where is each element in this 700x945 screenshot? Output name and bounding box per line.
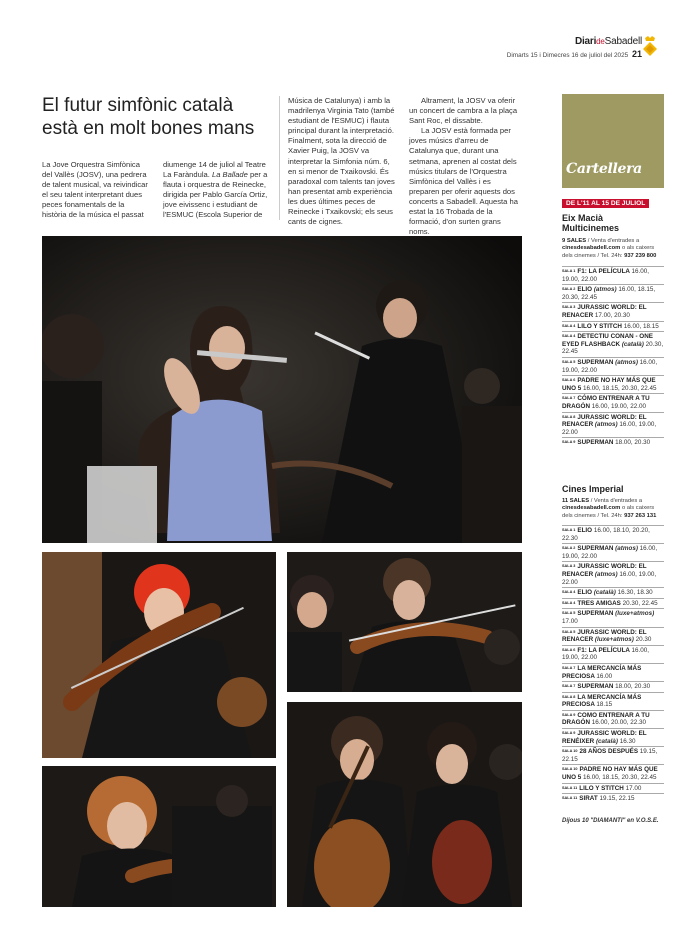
article-headline: El futur simfònic català està en molt bones mans — [42, 95, 255, 139]
film-times: 20.30 — [635, 636, 652, 644]
sala-label: SALA 7 — [562, 665, 576, 670]
film-tag: (atmos) — [594, 570, 620, 578]
film-title: JURASSIC WORLD: EL RENACER — [562, 413, 647, 429]
sala-label: SALA 1 — [562, 269, 576, 273]
film-tag: (català) — [595, 737, 620, 745]
article-column-4: Altrament, la JOSV va oferir un concert de cambra a la plaça Sant Roc, el dissabte. La JOSV està formada per joves músics d'arreu de Catalunya que, durant una setmana, aprenen al costat dels músics titulars de l'Orquestra Simfònica del Vallès i es preparen per oferir aquests dos concerts a Sabadell. Aquesta ha estat la 16 Trobada de la formació, d'on surten grans noms. — [409, 96, 518, 237]
cartellera-title: Cartellera — [566, 161, 642, 177]
sala-label: SALA 4 — [562, 600, 576, 605]
sala-label: SALA 11 — [562, 796, 578, 801]
film-times: 18.15 — [596, 701, 613, 709]
film-times: 17.00 — [625, 784, 642, 792]
film-tag: (català) — [621, 340, 646, 348]
page-number: 21 — [631, 49, 642, 59]
sala-label: SALA 3 — [562, 564, 576, 569]
film-title: F1: LA PELÍCULA — [577, 268, 632, 275]
sala-label: SALA 8 — [562, 694, 576, 699]
film-listing — [562, 284, 664, 302]
film-title: LA MERCANCÍA MÁS PRECIOSA — [562, 693, 642, 709]
film-times: 17.00 — [562, 617, 578, 625]
concert-photo-cellists — [287, 702, 522, 907]
film-listing — [562, 783, 664, 794]
film-times: 17.00, 20.30 — [594, 311, 630, 319]
film-listing — [562, 608, 664, 626]
film-times: 16.00, 18.15, 20.30, 22.45 — [583, 774, 657, 782]
film-times: 16.00, 19.00, 22.00 — [562, 570, 657, 586]
film-times: 16.00, 19.00, 22.00 — [591, 402, 647, 410]
film-tag: (atmos) — [615, 545, 640, 553]
film-times: 16.30, 18.30 — [617, 589, 653, 597]
cartellera-footnote: Dijous 10 "DIAMANTI" en V.O.S.E. — [562, 818, 659, 824]
film-listing — [562, 302, 664, 320]
sala-label: SALA 11 — [562, 785, 578, 790]
film-tag: (atmos) — [594, 421, 620, 429]
sala-label: SALA 2 — [562, 287, 576, 292]
article-column-2: diumenge 14 de juliol al Teatre La Faràndula. La Ballade per a flauta i orquestra de Reinecke, dirigida per Pablo García Ortiz, jove eivissenc i estudiant de l'ESMUC (Escola Superior de — [163, 160, 268, 220]
film-title: ELIO — [577, 589, 594, 597]
film-listing — [562, 412, 664, 438]
film-listing — [562, 728, 664, 746]
masthead-brand: DiarideSabadell — [574, 36, 642, 47]
sala-label: SALA 3 — [562, 305, 576, 310]
film-title: SUPERMAN — [577, 683, 616, 691]
film-listing — [562, 692, 664, 710]
sala-label: SALA 7 — [562, 684, 576, 689]
film-listing — [562, 393, 664, 411]
film-title: JURASSIC WORLD: EL RENACER — [562, 304, 647, 319]
film-tag: (atmos) — [615, 358, 640, 366]
concert-photo-flautist-conductor — [42, 236, 522, 543]
sabadell-crest-icon — [642, 36, 658, 60]
film-times: 16.30 — [619, 737, 636, 745]
sala-label: SALA 9 — [562, 440, 576, 445]
film-listing — [562, 627, 664, 645]
film-title: DETECTIU CONAN - ONE EYED FLASHBACK — [562, 333, 653, 348]
film-listing — [562, 375, 664, 393]
film-times: 16.00, 18.15, 20.30, 22.45 — [562, 286, 656, 301]
film-listing — [562, 746, 664, 764]
film-times: 18.00, 20.30 — [615, 439, 651, 447]
sala-label: SALA 8 — [562, 414, 576, 419]
film-title: SUPERMAN — [577, 545, 616, 553]
sala-label: SALA 4 — [562, 323, 576, 328]
film-title: SIRAT — [579, 795, 600, 803]
film-times: 20.30, 22.45 — [562, 340, 664, 356]
film-title: TRES AMIGAS — [577, 599, 623, 607]
film-listing — [562, 793, 664, 804]
film-title: 28 AÑOS DESPUÉS — [579, 748, 640, 756]
film-title: LA MERCANCÍA MÁS PRECIOSA — [562, 664, 642, 680]
film-times: 19.15, 22.15 — [562, 748, 658, 763]
film-title: SUPERMAN — [577, 610, 616, 618]
film-times: 16.00, 18.15, 20.30, 22.45 — [583, 384, 657, 392]
film-listing — [562, 561, 664, 587]
film-listing — [562, 645, 664, 663]
column-divider — [279, 96, 280, 220]
date-range-badge: DE L'11 AL 15 DE JULIOL — [562, 199, 649, 208]
cinema-eix-macia-header: Eix Macià Multicinemes 9 SALES / Venta d'entrades a cinesdesabadell.com o als caixers dels cinemes / Tel. 24h: 937 239 800 — [562, 213, 657, 259]
film-title: PADRE NO HAY MÁS QUE UNO 5 — [562, 766, 658, 782]
film-listing — [562, 357, 664, 375]
film-times: 19.15, 22.15 — [599, 795, 635, 803]
film-times: 16.00 — [596, 672, 613, 680]
sala-label: SALA 10 — [562, 749, 578, 754]
film-times: 16.00, 18.15 — [623, 322, 659, 330]
article-column-3: Música de Catalunya) i amb la madrilenya Virginia Tato (també estudiant de l'ESMUC) i flauta principal durant la interpretació. Finalment, sota la direcció de Xavier Puig, la JOSV va interpretar la Simfonia núm. 6, en si menor de Txaikovski. És paradoxal com talents tan joves han presentat amb experiència les dues últimes peces de Reinecke i Txaikovski; els seus cants de cignes. — [288, 96, 395, 227]
sala-label: SALA 5 — [562, 611, 576, 616]
sala-label: SALA 4 — [562, 590, 576, 595]
film-times: 16.00, 19.00, 22.00 — [562, 421, 657, 436]
sala-label: SALA 7 — [562, 396, 576, 401]
article-column-1: La Jove Orquestra Simfònica del Vallès (JOSV), una pedrera de talent musical, va reivindicar el seu talent interpretant dues peces fonamentals de la història de la música el passat — [42, 160, 148, 220]
film-times: 16.00, 19.00, 22.00 — [562, 358, 658, 374]
sala-label: SALA 4 — [562, 334, 576, 339]
concert-photo-violinist-red-hair — [42, 552, 276, 758]
film-title: JURASSIC WORLD: EL RENÉIXER — [562, 730, 647, 745]
film-listing — [562, 663, 664, 681]
film-title: ELIO — [577, 286, 594, 294]
sala-label: SALA 5 — [562, 629, 576, 634]
sala-label: SALA 6 — [562, 647, 576, 652]
concert-photo-violin-section — [287, 552, 522, 692]
film-listing — [562, 710, 664, 728]
film-listing — [562, 525, 664, 543]
film-title: CÓMO ENTRENAR A TU DRAGÓN — [562, 395, 650, 410]
film-times: 16.00, 18.10, 20.20, 22.30 — [562, 527, 650, 542]
film-title: JURASSIC WORLD: EL RENACER — [562, 563, 647, 578]
film-listing — [562, 437, 664, 448]
film-times: 16.00, 19.00, 22.00 — [562, 646, 649, 662]
film-title: LILO Y STITCH — [577, 322, 624, 330]
sala-label: SALA 2 — [562, 546, 576, 551]
cinema-imperial-header: Cines Imperial 11 SALES / Venta d'entrades a cinesdesabadell.com o als caixers dels cinemes / Tel. 24h: 937 263 131 — [562, 484, 657, 519]
film-tag: (luxe+atmos) — [594, 636, 636, 644]
film-title: SUPERMAN — [577, 439, 616, 447]
film-title: JURASSIC WORLD: EL RENACER — [562, 628, 647, 644]
film-title: LILO Y STITCH — [579, 784, 626, 792]
sala-label: SALA 10 — [562, 767, 578, 772]
film-listing — [562, 266, 664, 284]
film-listing — [562, 543, 664, 561]
film-listing — [562, 598, 664, 609]
sala-label: SALA 1 — [562, 528, 576, 532]
film-tag: (atmos) — [593, 286, 619, 294]
issue-date: Dimarts 15 i Dimecres 16 de juliol del 2025 21 — [506, 49, 642, 59]
film-tag: (català) — [593, 589, 618, 597]
film-title: ELIO — [577, 527, 594, 534]
film-title: PADRE NO HAY MÁS QUE UNO 5 — [562, 377, 656, 392]
film-listing — [562, 331, 664, 357]
film-title: F1: LA PELÍCULA — [577, 646, 632, 654]
sala-label: SALA 9 — [562, 712, 576, 717]
concert-photo-violinist-headband — [42, 766, 276, 907]
film-tag: (luxe+atmos) — [615, 610, 655, 618]
film-times: 16.00, 20.00, 22.30 — [591, 719, 647, 727]
film-times: 18.00, 20.30 — [615, 683, 651, 691]
film-times: 16.00, 19.00, 22.00 — [562, 268, 649, 283]
film-listing — [562, 321, 664, 332]
sala-label: SALA 5 — [562, 359, 576, 364]
cinema-imperial-listings — [562, 525, 664, 804]
film-title: SUPERMAN — [577, 358, 616, 366]
film-listing — [562, 764, 664, 782]
film-times: 20.30, 22.45 — [622, 599, 658, 607]
film-listing — [562, 587, 664, 598]
sala-label: SALA 9 — [562, 731, 576, 736]
sala-label: SALA 6 — [562, 378, 576, 383]
film-times: 16.00, 19.00, 22.00 — [562, 545, 658, 560]
cinema-eix-macia-listings — [562, 266, 664, 448]
film-listing — [562, 681, 664, 692]
film-title: COMO ENTRENAR A TU DRAGÓN — [562, 711, 650, 727]
